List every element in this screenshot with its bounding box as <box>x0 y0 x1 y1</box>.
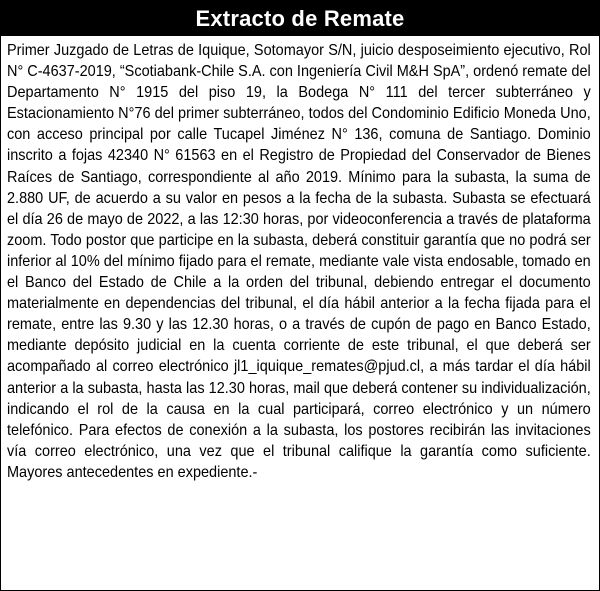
notice-title: Extracto de Remate <box>195 5 405 31</box>
title-bar <box>1 1 599 36</box>
notice-body: Primer Juzgado de Letras de Iquique, Sotomayor S/N, juicio desposeimiento ejecutivo, Rol N° C-4637-2019, “Scotiabank-Chile S.A. con Ingeniería Civil M&H SpA”, ordenó remate del Departamento N° 1915 del piso 19, la Bodega N° 111 del tercer subterráneo y Estacionamiento N°76 del primer subterráneo, todos del Condominio Edificio Moneda Uno, con acceso principal por calle Tucapel Jiménez N° 136, comuna de Santiago. Dominio inscrito a fojas 42340 N° 61563 en el Registro de Propiedad del Conservador de Bienes Raíces de Santiago, correspondiente al año 2019. Mínimo para la subasta, la suma de 2.880 UF, de acuerdo a su valor en pesos a la fecha de la subasta. Subasta se efectuará el día 26 de mayo de 2022, a las 12:30 horas, por videoconferencia a través de plataforma zoom. Todo postor que participe en la subasta, deberá constituir garantía que no podrá ser inferior al 10% del mínimo fijado para el remate, mediante vale vista endosable, tomado en el Banco del Estado de Chile a la orden del tribunal, debiendo entregar el documento materialmente en dependencias del tribunal, el día hábil anterior a la fecha fijada para el remate, entre las 9.30 y las 12.30 horas, o a través de cupón de pago en Banco Estado, mediante depósito judicial en la cuenta corriente de este tribunal, el que deberá ser acompañado al correo electrónico jl1_iquique_remates@pjud.cl, a más tardar el día hábil anterior a la subasta, hasta las 12.30 horas, mail que deberá contener su individualización, indicando el rol de la causa en la cual participará, correo electrónico y un número telefónico. Para efectos de conexión a la subasta, los postores recibirán las invitaciones vía correo electrónico, una vez que el tribunal califique la garantía como suficiente. Mayores antecedentes en expediente.- <box>7 42 591 481</box>
